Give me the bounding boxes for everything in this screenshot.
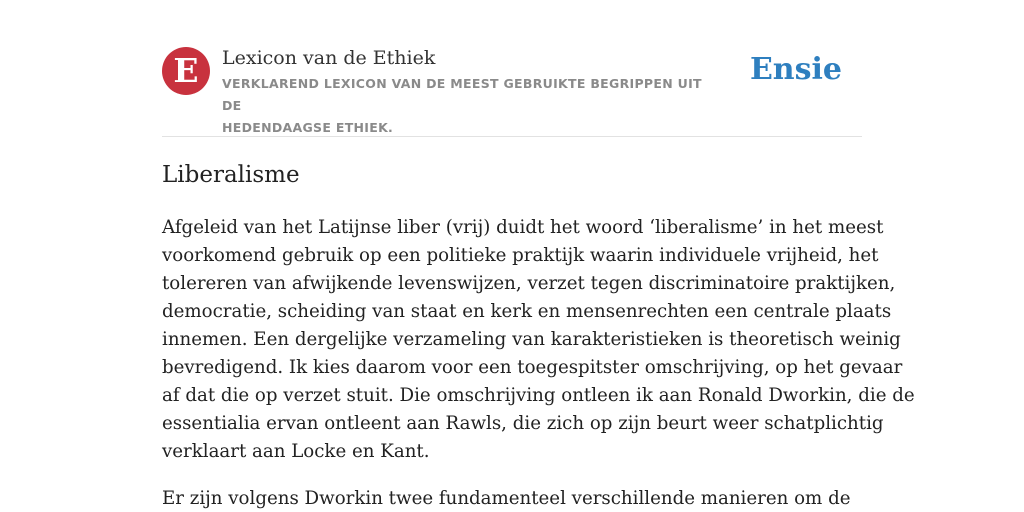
site-subtitle: [222, 73, 722, 139]
paragraph-line: af dat die op verzet stuit. Die omschrijving ontleen ik aan Ronald Dworkin, die de: [162, 385, 915, 406]
paragraph-line: Afgeleid van het Latijnse liber (vrij) duidt het woord ‘liberalisme’ in het meest: [162, 217, 884, 238]
paragraph-line: essentialia ervan ontleent aan Rawls, die zich op zijn beurt weer schatplichtig: [162, 413, 884, 434]
subtitle-line: VERKLAREND LEXICON VAN DE MEEST GEBRUIKTE BEGRIPPEN UIT DE: [222, 76, 702, 113]
paragraph-line: democratie, scheiding van staat en kerk en mensenrechten een centrale plaats: [162, 301, 892, 322]
article-title: Liberalisme: [162, 162, 300, 188]
paragraph-line: voorkomend gebruik op een politieke praktijk waarin individuele vrijheid, het: [162, 245, 879, 266]
ensie-brand-logo[interactable]: Ensie: [749, 52, 842, 87]
site-title[interactable]: Lexicon van de Ethiek: [222, 47, 436, 69]
paragraph-line: Er zijn volgens Dworkin twee fundamenteel verschillende manieren om de: [162, 488, 851, 509]
site-logo[interactable]: E: [162, 47, 210, 95]
paragraph-line: verklaart aan Locke en Kant.: [162, 441, 430, 462]
article: [162, 158, 915, 512]
site-header: [162, 0, 862, 137]
article-paragraph: [162, 485, 867, 512]
article-paragraph: [162, 214, 915, 466]
subtitle-line: HEDENDAAGSE ETHIEK.: [222, 120, 394, 135]
paragraph-line: innemen. Een dergelijke verzameling van karakteristieken is theoretisch weinig: [162, 329, 901, 350]
paragraph-line: tolereren van afwijkende levenswijzen, verzet tegen discriminatoire praktijken,: [162, 273, 896, 294]
paragraph-line: bevredigend. Ik kies daarom voor een toegespitster omschrijving, op het gevaar: [162, 357, 903, 378]
